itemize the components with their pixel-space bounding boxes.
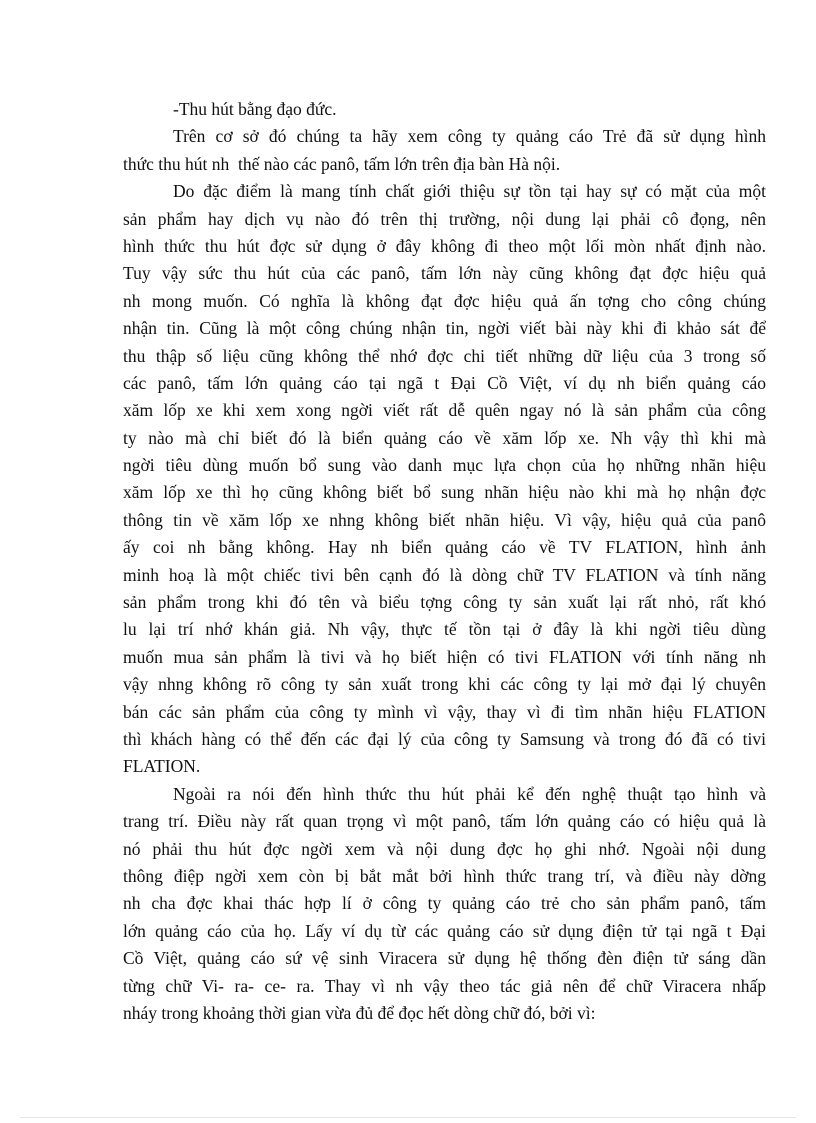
paragraph-line: sản phẩm hay dịch vụ nào đó trên thị trường, nội dung lại phải cô đọng, nên: [123, 208, 766, 229]
paragraph-line: minh hoạ là một chiếc tivi bên cạnh đó là dòng chữ TV FLATION và tính năng: [123, 564, 766, 585]
paragraph-line: thu thập số liệu cũng không thể nhớ đợc chi tiết những dữ liệu của 3 trong số: [123, 345, 766, 366]
page-bottom-rule: [20, 1117, 796, 1118]
paragraph-line: nháy trong khoảng thời gian vừa đủ để đọc hết dòng chữ đó, bởi vì:: [123, 1002, 596, 1023]
paragraph-line: thì khách hàng có thể đến các đại lý của công ty Samsung và trong đó đã có tivi: [123, 728, 766, 749]
paragraph-line: từng chữ Vi- ra- ce- ra. Thay vì nh vậy theo tác giả nên để chữ Viracera nhấp: [123, 975, 766, 996]
paragraph-line: lu lại trí nhớ khán giả. Nh vậy, thực tế tồn tại ở đây là khi ngời tiêu dùng: [123, 619, 766, 640]
paragraph-line: thông tin về xăm lốp xe nhng không biết nhãn hiệu. Vì vậy, hiệu quả của panô: [123, 509, 766, 530]
paragraph-line: Tuy vậy sức thu hút của các panô, tấm lớn này cũng không đạt đợc hiệu quả: [123, 263, 766, 284]
paragraph-line: muốn mua sản phẩm là tivi và họ biết hiện có tivi FLATION với tính năng nh: [123, 646, 766, 667]
paragraph-line: vậy nhng không rõ công ty sản xuất trong khi các công ty lại mở đại lý chuyên: [123, 674, 766, 695]
paragraph-line: ấy coi nh bằng không. Hay nh biển quảng cáo về TV FLATION, hình ảnh: [123, 537, 766, 558]
paragraph-line: ngời tiêu dùng muốn bổ sung vào danh mục lựa chọn của họ những nhãn hiệu: [123, 455, 766, 476]
paragraph-line: xăm lốp xe khi xem xong ngời viết rất dễ quên ngay nó là sản phẩm của công: [123, 400, 766, 421]
paragraph-line: Cồ Việt, quảng cáo sứ vệ sinh Viracera sử dụng hệ thống đèn điện tử sáng dần: [123, 948, 766, 969]
paragraph-line: lớn quảng cáo của họ. Lấy ví dụ từ các quảng cáo sử dụng điện tử tại ngã t Đại: [123, 920, 766, 941]
paragraph-line: -Thu hút bằng đạo đức.: [173, 99, 337, 119]
paragraph-line: bán các sản phẩm của công ty mình vì vậy, thay vì đi tìm nhãn hiệu FLATION: [123, 701, 766, 722]
body-text: [123, 96, 766, 1027]
paragraph-line: trang trí. Điều này rất quan trọng vì một panô, tấm lớn quảng cáo có hiệu quả là: [123, 811, 766, 832]
paragraph-line: thông điệp ngời xem còn bị bắt mắt bởi hình thức trang trí, và điều này dờng: [123, 865, 766, 886]
paragraph-line: nh mong muốn. Có nghĩa là không đạt đợc hiệu quả ấn tợng cho công chúng: [123, 290, 766, 311]
paragraph-line: xăm lốp xe thì họ cũng không biết bổ sung nhãn hiệu nào khi mà họ nhận đợc: [123, 482, 766, 503]
paragraph-line: sản phẩm trong khi đó tên và biểu tợng công ty sản xuất lại rất nhỏ, rất khó: [123, 592, 766, 613]
paragraph-line: nhận tin. Cũng là một công chúng nhận tin, ngời viết bài này khi đi khảo sát để: [123, 318, 766, 339]
paragraph-line: ty nào mà chỉ biết đó là biển quảng cáo về xăm lốp xe. Nh vậy thì khi mà: [123, 427, 766, 448]
paragraph-line: Ngoài ra nói đến hình thức thu hút phải kể đến nghệ thuật tạo hình và: [173, 783, 766, 804]
paragraph-line: nó phải thu hút đợc ngời xem và nội dung đợc họ ghi nhớ. Ngoài nội dung: [123, 838, 766, 859]
paragraph-line: nh cha đợc khai thác hợp lí ở công ty quảng cáo trẻ cho sản phẩm panô, tấm: [123, 893, 766, 914]
paragraph-line: các panô, tấm lớn quảng cáo tại ngã t Đại Cồ Việt, ví dụ nh biển quảng cáo: [123, 372, 766, 393]
paragraph-line: FLATION.: [123, 756, 201, 777]
paragraph-line: Do đặc điểm là mang tính chất giới thiệu sự tồn tại hay sự có mặt của một: [173, 181, 766, 202]
paragraph-line: Trên cơ sở đó chúng ta hãy xem công ty quảng cáo Trẻ đã sử dụng hình: [173, 126, 766, 147]
paragraph-line: thức thu hút nh thế nào các panô, tấm lớn trên địa bàn Hà nội.: [123, 153, 561, 174]
paragraph-line: hình thức thu hút đợc sử dụng ở đây không đi theo một lối mòn nhất định nào.: [123, 235, 766, 256]
